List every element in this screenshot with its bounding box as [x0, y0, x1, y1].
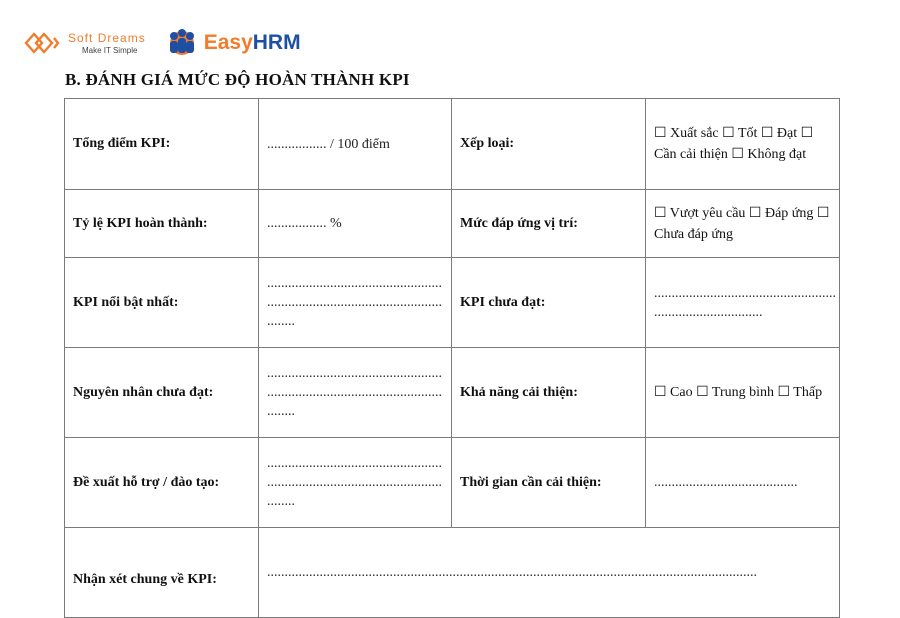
table-row	[65, 528, 840, 618]
label-position-fit: Mức đáp ứng vị trí:	[452, 190, 646, 258]
easyhrm-part2: HRM	[252, 31, 301, 54]
softdreams-mark-icon	[22, 28, 62, 58]
label-top-kpi: KPI nổi bật nhất:	[65, 258, 259, 348]
easyhrm-logo	[164, 28, 301, 58]
input-top-kpi[interactable]: .................................................. .................................................. ........	[259, 258, 452, 348]
label-support-training: Đề xuất hỗ trợ / đào tạo:	[65, 438, 259, 528]
label-rating: Xếp loại:	[452, 99, 646, 190]
header-logos	[22, 26, 301, 60]
table-row	[65, 438, 840, 528]
rating-options[interactable]: ☐ Xuất sắc ☐ Tốt ☐ Đạt ☐ Cần cải thiện ☐ Không đạt	[646, 99, 840, 190]
label-total-kpi-score: Tổng điểm KPI:	[65, 99, 259, 190]
softdreams-logo	[22, 28, 146, 58]
input-unmet-kpi[interactable]: .................................................... ...............................	[646, 258, 840, 348]
kpi-evaluation-table	[64, 98, 840, 618]
position-fit-options[interactable]: ☐ Vượt yêu cầu ☐ Đáp ứng ☐ Chưa đáp ứng	[646, 190, 840, 258]
input-unmet-reason[interactable]: .................................................. .................................................. ........	[259, 348, 452, 438]
input-general-comment[interactable]: ............................................................................................................................................	[259, 528, 840, 618]
label-improvement-time: Thời gian cần cải thiện:	[452, 438, 646, 528]
label-general-comment: Nhận xét chung về KPI:	[73, 572, 217, 587]
table-row	[65, 348, 840, 438]
softdreams-name-part1: Soft	[68, 30, 94, 45]
section-title: B. ĐÁNH GIÁ MỨC ĐỘ HOÀN THÀNH KPI	[65, 70, 410, 89]
label-unmet-kpi: KPI chưa đạt:	[452, 258, 646, 348]
easyhrm-part1: Easy	[203, 31, 253, 54]
label-unmet-reason: Nguyên nhân chưa đạt:	[65, 348, 259, 438]
input-support-training[interactable]: .................................................. .................................................. ........	[259, 438, 452, 528]
label-kpi-completion-rate: Tỷ lệ KPI hoàn thành:	[65, 190, 259, 258]
table-row	[65, 258, 840, 348]
general-comment-cell	[65, 528, 259, 618]
input-kpi-completion-rate[interactable]: ................. %	[259, 190, 452, 258]
input-improvement-time[interactable]: .........................................	[646, 438, 840, 528]
table-row	[65, 190, 840, 258]
softdreams-name-part2: Dreams	[97, 30, 146, 45]
table-row	[65, 99, 840, 190]
easyhrm-people-icon	[164, 28, 200, 58]
softdreams-tagline: Make IT Simple	[82, 45, 138, 55]
improvement-ability-options[interactable]: ☐ Cao ☐ Trung bình ☐ Thấp	[646, 348, 840, 438]
input-total-kpi-score[interactable]: ................. / 100 điểm	[259, 99, 452, 190]
label-improvement-ability: Khả năng cải thiện:	[452, 348, 646, 438]
